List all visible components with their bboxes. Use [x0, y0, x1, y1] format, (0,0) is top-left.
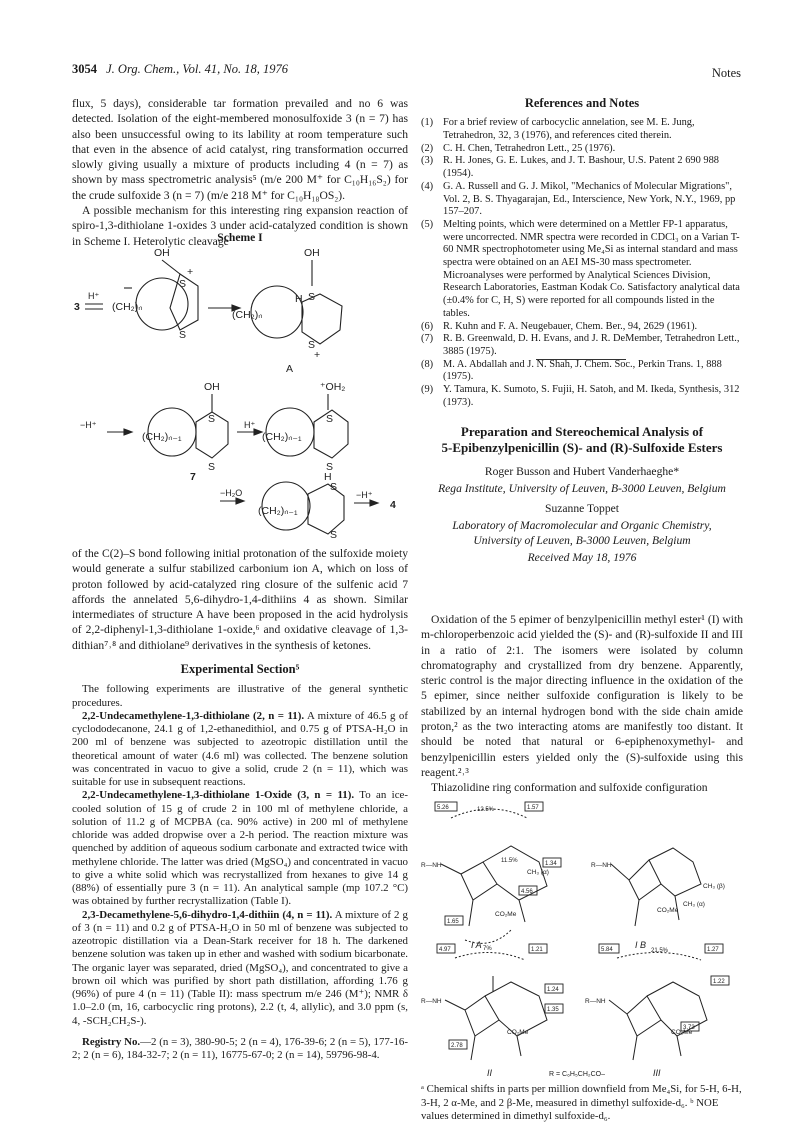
co2me-3: CO₂Me — [671, 1029, 693, 1036]
scheme-h-plus-2: H⁺ — [244, 420, 256, 430]
scheme-minus-h2o: −H₂O — [220, 488, 243, 498]
experiment-1 — [72, 710, 408, 790]
registry-label: Registry No. — [82, 1035, 141, 1048]
label-1b: I B — [635, 940, 647, 950]
r-definition: R = C₆H₅CH₂CO– — [549, 1071, 606, 1078]
scheme-s-2: S — [179, 329, 187, 341]
scheme-title: Scheme I — [217, 231, 263, 244]
shift-3-4: 3.73 — [683, 1025, 695, 1031]
label-2: II — [487, 1068, 493, 1078]
reference-item: (7) R. B. Greenwald, D. H. Evans, and J. R. DeMember, Tetrahedron Lett., 3885 (1975). — [421, 333, 740, 357]
experiment-3-text: A mixture of 2 g of 3 (n = 11) and 0.2 g of PTSA-H₂O in 50 ml of benzene was subjected to azeotropic distillation via a Dean-Stark receiver for 18 h. The darkened benzene solution was taken up in ether and washed with sodium bicarbonate. The organic layer was separated, dried (MgSO₄), and concentrated to give a brown oil which was purified by short path distillation, affording 1.76 g (96%) of pure 4 (n = 11) (Table II): mass spectrum m/e 246 (M⁺); NMR δ 1.0–2.0 (m, 16, carbocyclic ring protons), 2.2 (t, 4, allylic), and 3.0 ppm (s, 4, -SCH₂CH₂S-). — [72, 908, 408, 1027]
noe-1: 12.5% — [477, 807, 495, 813]
scheme-label-4: 4 — [390, 499, 396, 511]
received-date: Received May 18, 1976 — [527, 551, 637, 565]
ch3b-1b: CH₃ (β) — [703, 883, 725, 890]
noe-2: 11.5% — [501, 858, 518, 864]
co2me-2: CO₂Me — [507, 1029, 529, 1036]
scheme-minus-h-end: −H⁺ — [356, 490, 373, 500]
scheme-oh2: ⁺OH₂ — [320, 381, 346, 393]
shift-1a-3: 1.34 — [545, 861, 557, 867]
ch3a-1a: CH₃ (α) — [527, 869, 549, 876]
scheme-s-9: S — [330, 481, 338, 493]
registry-numbers — [72, 1036, 408, 1063]
affiliation-1: Rega Institute, University of Leuven, B-3000 Leuven, Belgium — [438, 482, 726, 496]
scheme-h-2: H — [324, 471, 332, 483]
reference-item: (1) For a brief review of carbocyclic annelation, see M. E. Jung, Tetrahedron, 32, 3 (1976), and references cited therein. — [421, 117, 695, 141]
left-intro — [72, 96, 408, 249]
noe-5: 7% — [483, 946, 492, 952]
intro-paragraph-1: flux, 5 days), considerable tar formation prevailed and no 6 was detected. Isolation of the eight-membered monosulfoxide 3 (n = 7) has also been unsuccessful owing to its lability at room temperature such that even in the absence of acid catalyst, ring transformation occurred slowly giving usually a mixture of products including 4 (n = 7) as shown by mass spectrometric analysis⁵ (m/e 200 M⁺ for C₁₀H₁₆S₂) for the crude sulfoxide 3 (n = 7) (m/e 218 M⁺ for C₁₀H₁₈OS₂). — [72, 97, 408, 202]
article-title-line-2: 5-Epibenzylpenicillin (S)- and (R)-Sulfoxide Esters — [441, 440, 723, 455]
article-header — [421, 424, 743, 566]
scheme-ch2n1-3: (CH₂)ₙ₋₁ — [258, 505, 298, 517]
figure-footnote: ᵃ Chemical shifts in parts per million downfield from Me₄Si, for 5-H, 6-H, 3-H, 2 α-Me, and 2 β-Me, measured in dimethyl sulfoxide-d₆. ᵇ NOE values determined in dimethyl sulfoxide-d₆. — [421, 1083, 742, 1122]
left-body — [72, 546, 408, 1062]
scheme-ch2n-1: (CH₂)ₙ — [112, 301, 143, 313]
scheme-s-1: S — [179, 278, 187, 290]
scheme-s-6: S — [208, 461, 216, 473]
shift-3-3: 1.22 — [713, 979, 725, 985]
co2me-1b: CO₂Me — [657, 907, 679, 914]
shift-2-4: 1.35 — [547, 1007, 559, 1013]
experiment-3-title: 2,3-Decamethylene-5,6-dihydro-1,4-dithiin (4, n = 11). — [82, 908, 333, 921]
experiment-3 — [72, 909, 408, 1028]
article-title-line-1: Preparation and Stereochemical Analysis of — [460, 424, 704, 439]
scheme-s-10: S — [330, 529, 338, 541]
scheme-ch2n1-2: (CH₂)ₙ₋₁ — [262, 431, 302, 443]
article-paragraph-2: Thiazolidine ring conformation and sulfoxide configuration — [431, 781, 708, 795]
experiment-1-text: A mixture of 46.5 g of cyclododecanone, 24.1 g of 1,2-ethanedithiol, and 0.75 g of PTSA-H₂O in 200 ml of benzene was subjected to azeotropic distillation until the theoretical amount of water (4.6 ml) was collected. The benzene solution was concentrated in vacuo to give a solid, crude 2 (n = 11), which was suitable for use in subsequent reactions. — [72, 709, 408, 789]
scheme-1-diagram — [72, 244, 408, 542]
references-section — [421, 96, 743, 409]
scheme-h-1: H — [295, 293, 303, 305]
authors-1: Roger Busson and Hubert Vanderhaeghe* — [484, 465, 680, 478]
reference-item: (2) C. H. Chen, Tetrahedron Lett., 25 (1976). — [421, 142, 616, 154]
shift-2-3: 1.24 — [547, 987, 559, 993]
article-paragraph-1: Oxidation of the 5 epimer of benzylpenicillin methyl ester¹ (I) with m-chloroperbenzoic acid yielded the (S)- and (R)-sulfoxide II and III in a ratio of 2:1. The isomers were isolated by column chromatography and crystallized from dry benzene. Apparently, steric control is the major directing influence in the oxidation of the 5 epimer, since neither sulfoxide configuration is likely to be stabilized by an internal hydrogen bond with the side chain amide proton,² as the two interacting atoms are manifestly too distant. It should be noted that natural or 6-epiphenoxymethyl- and benzylpenicillin esters yielded only the (S)-sulfoxide using this reagent.²˒³ — [421, 613, 743, 779]
scheme-label-7: 7 — [190, 471, 196, 483]
authors-2: Suzanne Toppet — [545, 501, 619, 515]
scheme-s-5: S — [208, 413, 216, 425]
reference-item: (6) R. Kuhn and F. A. Neugebauer, Chem. Ber., 94, 2629 (1961). — [421, 320, 698, 332]
scheme-s-8: S — [326, 461, 334, 473]
rnh-2: R—NH — [421, 998, 442, 1005]
reference-list — [421, 117, 743, 409]
running-header — [72, 62, 288, 77]
scheme-oh-1: OH — [154, 247, 170, 259]
reference-item: (8) M. A. Abdallah and J. N. Shah, J. Chem. Soc., Perkin Trans. 1, 888 (1975). — [421, 358, 722, 383]
experimental-intro: The following experiments are illustrative of the general synthetic procedures. — [72, 683, 408, 709]
shift-1a-1: 5.26 — [437, 805, 449, 811]
intro-paragraph-2: A possible mechanism for this interesting ring expansion reaction of spiro-1,3-dithiolane 1-oxides 3 under acid-catalyzed condition is shown in Scheme I. Heterolytic cleavage — [72, 204, 408, 248]
scheme-plus-1: + — [187, 266, 194, 278]
co2me-1a: CO₂Me — [495, 911, 517, 918]
experiment-2-title: 2,2-Undecamethylene-1,3-dithiolane 1-Oxide (3, n = 11). — [82, 789, 355, 802]
shift-2-2: 1.21 — [531, 947, 543, 953]
section-label: Notes — [711, 66, 741, 80]
label-3: III — [653, 1068, 661, 1078]
affiliation-2-line-1: Laboratory of Macromolecular and Organic Chemistry, — [452, 519, 712, 533]
registry-text: —2 (n = 3), 380-90-5; 2 (n = 4), 176-39-6; 2 (n = 5), 177-16-2; 2 (n = 6), 184-32-7; 2 (n = 11), 16775-67-0; 2 (n = 14), 59796-98-4. — [72, 1035, 408, 1062]
scheme-ch2n1-1: (CH₂)ₙ₋₁ — [142, 431, 182, 443]
shift-3-2: 1.27 — [707, 947, 719, 953]
scheme-oh-2: OH — [304, 247, 320, 259]
scheme-h-plus-1: H⁺ — [88, 291, 100, 301]
page-number: 3054 — [72, 62, 97, 76]
scheme-ch2n-2: (CH₂)ₙ — [232, 309, 263, 321]
scheme-oh-3: OH — [204, 381, 220, 393]
shift-3-1: 5.84 — [601, 947, 613, 953]
scheme-s-4: S — [308, 339, 316, 351]
ch3a-1b: CH₃ (α) — [683, 901, 705, 908]
reference-item: (3) R. H. Jones, G. E. Lukes, and J. T. Bashour, U.S. Patent 2 690 988 (1954). — [421, 155, 719, 180]
experiment-2-text: To an ice-cooled solution of 15 g of crude 2 in 100 ml of methylene chloride, a solution of 11.2 g of MCPBA (ca. 90% active) in 200 ml of methylene chloride was added dropwise over a 2-h period. The reaction mixture was quenched by addition of aqueous sodium carbonate and extracted twice with methylene chloride. The latter was dried (MgSO₄) and concentrated in vacuo to give a white solid which was recrystallized from hexanes to give 14 g (88%) of essentially pure 3 (n = 11). An analytical sample (mp 107.2 °C) was obtained by further recrystallization (Table I). — [72, 789, 408, 908]
scheme-label-3: 3 — [74, 301, 80, 313]
experiment-1-title: 2,2-Undecamethylene-1,3-dithiolane (2, n = 11). — [82, 709, 305, 722]
reference-item: (4) G. A. Russell and G. J. Mikol, "Mechanics of Molecular Migrations", Vol. 2, B. S. Thyagarajan, Ed., Interscience, New York, N.Y., 1969, pp 157–207. — [421, 180, 736, 218]
references-heading: References and Notes — [524, 96, 640, 110]
shift-2-1: 4.97 — [439, 947, 451, 953]
label-1a: I A — [471, 940, 482, 950]
rnh-1b: R—NH — [591, 862, 612, 869]
scheme-plus-2: + — [314, 349, 321, 361]
scheme-s-3: S — [308, 291, 316, 303]
article-body — [421, 612, 743, 796]
shift-1a-4: 4.56 — [521, 889, 533, 895]
mechanism-paragraph: of the C(2)–S bond following initial protonation of the sulfoxide moiety would generate a sulfur stabilized carbonium ion A, which on loss of proton followed by acid-catalyzed ring closure of the sulfenic acid 7 affords the annelated 5,6-dihydro-1,4-dithiins 4 as shown. Similar intermediates of structure A have been proposed in the acid hydrolysis of 2,2-diphenyl-1,3-dithiolane 1-oxide,⁶ and oxidative cleavage of 1,3-dithian⁷˒⁸ and dithiolane⁹ derivatives in the synthesis of ketones. — [72, 547, 408, 652]
experimental-heading: Experimental Section⁵ — [180, 662, 300, 677]
reference-item: (5) Melting points, which were determined on a Mettler FP-1 apparatus, were uncorrected. NMR spectra were recorded in CDCl₃ on a Varian T-60 NMR spectrophotometer using Me₄Si as internal standard and mass spectra were obtained on an AEI MS-30 mass spectrometer. Microanalyses were performed by Analytical Sciences Division, Research Laboratories, Eastman Kodak Co. Satisfactory analytical data (±0.4% for C, H, S) were reported for all compounds listed in the tables. — [421, 218, 740, 319]
shift-1a-2: 1.57 — [527, 805, 539, 811]
affiliation-2-line-2: University of Leuven, B-3000 Leuven, Belgium — [473, 533, 691, 547]
shift-2-5: 2.78 — [451, 1043, 463, 1049]
noe-4: 21.5% — [651, 948, 669, 954]
journal-citation: J. Org. Chem., Vol. 41, No. 18, 1976 — [106, 62, 288, 76]
shift-1a-5: 1.65 — [447, 919, 459, 925]
scheme-s-7: S — [326, 413, 334, 425]
scheme-minus-h: −H⁺ — [80, 420, 97, 430]
scheme-label-a: A — [286, 363, 294, 375]
conformation-figure — [421, 800, 743, 1080]
rnh-1a: R—NH — [421, 862, 442, 869]
section-divider — [536, 359, 626, 360]
rnh-3: R—NH — [585, 998, 606, 1005]
reference-item: (9) Y. Tamura, K. Sumoto, S. Fujii, H. Satoh, and M. Ikeda, Synthesis, 312 (1973). — [421, 384, 740, 408]
experiment-2 — [72, 789, 408, 908]
